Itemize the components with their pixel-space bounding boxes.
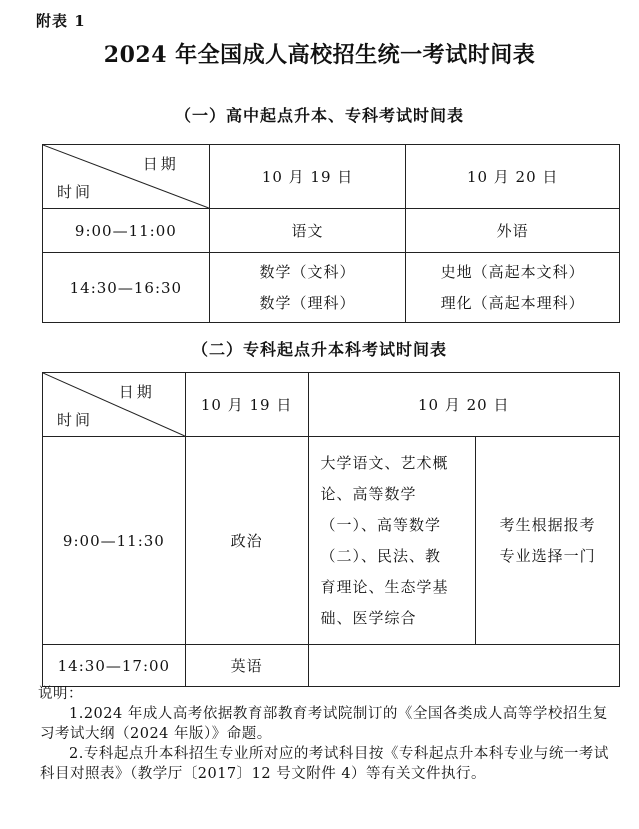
date-header-label: 日期 <box>142 155 179 173</box>
time-cell: 14:30—17:00 <box>43 645 186 687</box>
subject-cell: 语文 <box>209 209 406 253</box>
subject-cell: 英语 <box>185 645 308 687</box>
day2-header: 10 月 20 日 <box>308 373 619 437</box>
section1-title: （一）高中起点升本、专科考试时间表 <box>174 106 464 125</box>
time-cell: 9:00—11:30 <box>43 437 186 645</box>
table-row <box>43 253 620 323</box>
subject-cell <box>406 253 620 323</box>
subject-cell <box>308 645 619 687</box>
subject-cell <box>209 253 406 323</box>
subject-line: 史地（高起本文科） <box>440 262 585 281</box>
schedule-table-1 <box>42 144 620 323</box>
time-header-label: 时间 <box>57 183 94 201</box>
day1-header: 10 月 19 日 <box>185 373 308 437</box>
table-row <box>43 209 620 253</box>
schedule-table-2 <box>42 372 620 687</box>
subject-cell: 外语 <box>406 209 620 253</box>
note-item: 2.专科起点升本科招生专业所对应的考试科目按《专科起点升本科专业与统一考试科目对照表》（教学厅〔2017〕12 号文附件 4）等有关文件执行。 <box>40 746 609 782</box>
subject-line: （一）、高等数学 <box>320 515 442 534</box>
time-cell: 14:30—16:30 <box>43 253 210 323</box>
table-row <box>43 437 620 645</box>
time-header-label: 时间 <box>57 411 94 429</box>
subject-line: 数学（理科） <box>259 293 356 312</box>
subject-line: 数学（文科） <box>259 262 356 281</box>
diagonal-header-cell <box>43 145 210 209</box>
subject-line: 论、高等数学 <box>320 484 417 503</box>
subject-line: 育理论、生态学基 <box>320 577 449 596</box>
notes <box>40 684 620 784</box>
subject-line: 础、医学综合 <box>320 608 417 627</box>
subject-cell: 政治 <box>185 437 308 645</box>
subject-line: 考生根据报考 <box>499 515 596 534</box>
subject-line: 大学语文、艺术概 <box>320 453 449 472</box>
time-cell: 9:00—11:00 <box>43 209 210 253</box>
subject-cell <box>476 437 620 645</box>
page-title: 2024 年全国成人高校招生统一考试时间表 <box>103 42 536 68</box>
subject-line: 专业选择一门 <box>499 546 596 565</box>
section2-title: （二）专科起点升本科考试时间表 <box>191 340 447 359</box>
subject-cell <box>308 437 476 645</box>
subject-line: （二）、民法、教 <box>320 546 442 565</box>
day1-header: 10 月 19 日 <box>209 145 406 209</box>
annex-label: 附表 1 <box>36 12 86 30</box>
notes-heading: 说明： <box>38 686 83 702</box>
subject-line: 理化（高起本理科） <box>440 293 585 312</box>
diagonal-header-cell <box>43 373 186 437</box>
table-row <box>43 645 620 687</box>
date-header-label: 日期 <box>118 383 155 401</box>
day2-header: 10 月 20 日 <box>406 145 620 209</box>
note-item: 1.2024 年成人高考依据教育部教育考试院制订的《全国各类成人高等学校招生复习考试大纲（2024 年版）》命题。 <box>40 706 608 742</box>
